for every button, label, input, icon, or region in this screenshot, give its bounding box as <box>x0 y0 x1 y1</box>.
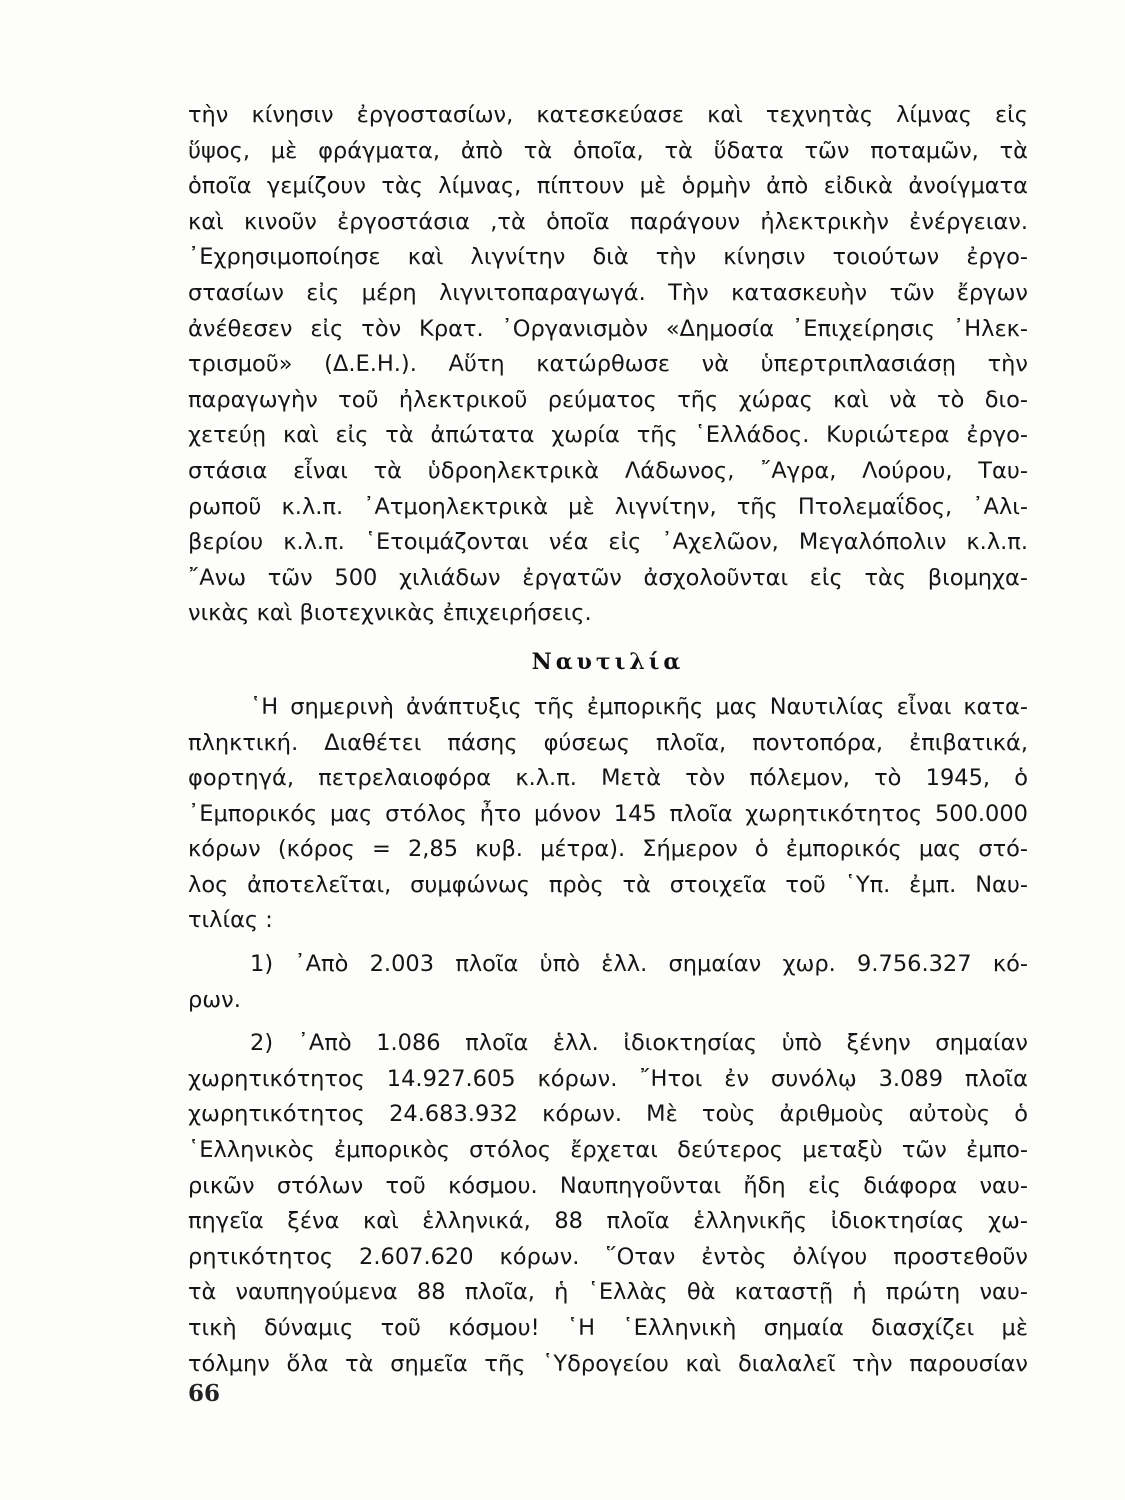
list-item-1 <box>188 947 1028 1018</box>
text-line: ρικῶν στόλων τοῦ κόσμου. Ναυπηγοῦνται ἤδη εἰς διάφορα ναυ- <box>188 1172 1028 1199</box>
text-line: πληκτική. Διαθέτει πάσης φύσεως πλοῖα, ποντοπόρα, ἐπιβατικά, <box>188 729 1028 756</box>
text-line: ῾Η σημερινὴ ἀνάπτυξις τῆς ἐμπορικῆς μας Ναυτιλίας εἶναι κατα- <box>250 693 1028 720</box>
text-line: χωρητικότητος 14.927.605 κόρων. ῎Ητοι ἐν συνόλῳ 3.089 πλοῖα <box>188 1065 1028 1092</box>
text-line: ρωποῦ κ.λ.π. ᾿Ατμοηλεκτρικὰ μὲ λιγνίτην, τῆς Πτολεμαΐδος, ᾿Αλι- <box>188 493 1028 520</box>
text-line: ἀνέθεσεν εἰς τὸν Κρατ. ᾿Οργανισμὸν «Δημοσία ᾿Επιχείρησις ᾿Ηλεκ- <box>188 315 1028 342</box>
text-line: ὕψος, μὲ φράγματα, ἀπὸ τὰ ὁποῖα, τὰ ὕδατα τῶν ποταμῶν, τὰ <box>188 137 1028 164</box>
text-line: φορτηγά, πετρελαιοφόρα κ.λ.π. Μετὰ τὸν πόλεμον, τὸ 1945, ὁ <box>188 765 1028 792</box>
text-line: κόρων (κόρος = 2,85 κυβ. μέτρα). Σήμερον ὁ ἐμπορικός μας στό- <box>188 836 1028 863</box>
text-line: στάσια εἶναι τὰ ὑδροηλεκτρικὰ Λάδωνος, ῎Αγρα, Λούρου, Ταυ- <box>188 457 1028 484</box>
text-line: τρισμοῦ» (Δ.Ε.Η.). Αὕτη κατώρθωσε νὰ ὑπερτριπλασιάσῃ τὴν <box>188 351 1028 378</box>
list-item-2 <box>188 1026 1028 1382</box>
text-line: ᾿Εμπορικός μας στόλος ἦτο μόνον 145 πλοῖα χωρητικότητος 500.000 <box>188 800 1028 827</box>
section-heading: Ναυτιλία <box>531 648 685 675</box>
text-line: ρων. <box>188 986 241 1013</box>
text-line: ᾿Εχρησιμοποίησε καὶ λιγνίτην διὰ τὴν κίνησιν τοιούτων ἐργο- <box>188 244 1028 271</box>
page-text <box>188 98 1028 1382</box>
text-line: χωρητικότητος 24.683.932 κόρων. Μὲ τοὺς ἀριθμοὺς αὐτοὺς ὁ <box>188 1101 1028 1128</box>
text-line: καὶ κινοῦν ἐργοστάσια ,τὰ ὁποῖα παράγουν ἠλεκτρικὴν ἐνέργειαν. <box>188 208 1028 235</box>
text-line: τικὴ δύναμις τοῦ κόσμου! ῾Η ῾Ελληνικὴ σημαία διασχίζει μὲ <box>188 1315 1028 1341</box>
text-line: ρητικότητος 2.607.620 κόρων. ῞Οταν ἐντὸς ὀλίγου προστεθοῦν <box>188 1243 1028 1270</box>
text-line: νικὰς καὶ βιοτεχνικὰς ἐπιχειρήσεις. <box>188 600 592 627</box>
page-number: 66 <box>188 1380 221 1407</box>
text-line: ῾Ελληνικὸς ἐμπορικὸς στόλος ἔρχεται δεύτερος μεταξὺ τῶν ἐμπο- <box>188 1137 1028 1164</box>
text-line: τιλίας : <box>188 907 273 934</box>
text-line: στασίων εἰς μέρη λιγνιτοπαραγωγά. Τὴν κατασκευὴν τῶν ἔργων <box>188 279 1028 306</box>
text-line: ῎Ανω τῶν 500 χιλιάδων ἐργατῶν ἀσχολοῦνται εἰς τὰς βιομηχα- <box>188 564 1028 591</box>
paragraph-gap <box>188 939 1028 947</box>
text-line: τόλμην ὅλα τὰ σημεῖα τῆς ῾Υδρογείου καὶ διαλαλεῖ τὴν παρουσίαν <box>188 1350 1028 1377</box>
text-line: ὁποῖα γεμίζουν τὰς λίμνας, πίπτουν μὲ ὁρμὴν ἀπὸ εἰδικὰ ἀνοίγματα <box>188 173 1028 200</box>
text-line: παραγωγὴν τοῦ ἠλεκτρικοῦ ρεύματος τῆς χώρας καὶ νὰ τὸ διο- <box>188 386 1028 413</box>
text-line: χετεύῃ καὶ εἰς τὰ ἀπώτατα χωρία τῆς ῾Ελλάδος. Κυριώτερα ἐργο- <box>188 422 1028 449</box>
text-line: βερίου κ.λ.π. ῾Ετοιμάζονται νέα εἰς ᾿Αχελῶον, Μεγαλόπολιν κ.λ.π. <box>188 529 1028 556</box>
paragraph-gap <box>188 1018 1028 1026</box>
paragraph-electricity <box>188 98 1028 632</box>
text-line: 1) ᾿Απὸ 2.003 πλοῖα ὑπὸ ἑλλ. σημαίαν χωρ. 9.756.327 κό- <box>250 951 1028 978</box>
text-line: τὴν κίνησιν ἐργοστασίων, κατεσκεύασε καὶ τεχνητὰς λίμνας εἰς <box>188 102 1028 128</box>
text-line: λος ἀποτελεῖται, συμφώνως πρὸς τὰ στοιχεῖα τοῦ ῾Υπ. ἐμπ. Ναυ- <box>188 871 1028 898</box>
text-line: πηγεῖα ξένα καὶ ἑλληνικά, 88 πλοῖα ἑλληνικῆς ἰδιοκτησίας χω- <box>188 1208 1028 1235</box>
text-line: 2) ᾿Απὸ 1.086 πλοῖα ἑλλ. ἰδιοκτησίας ὑπὸ ξένην σημαίαν <box>250 1030 1028 1057</box>
paragraph-shipping-intro <box>188 690 1028 939</box>
text-line: τὰ ναυπηγούμενα 88 πλοῖα, ἡ ῾Ελλὰς θὰ καταστῇ ἡ πρώτη ναυ- <box>188 1279 1028 1306</box>
